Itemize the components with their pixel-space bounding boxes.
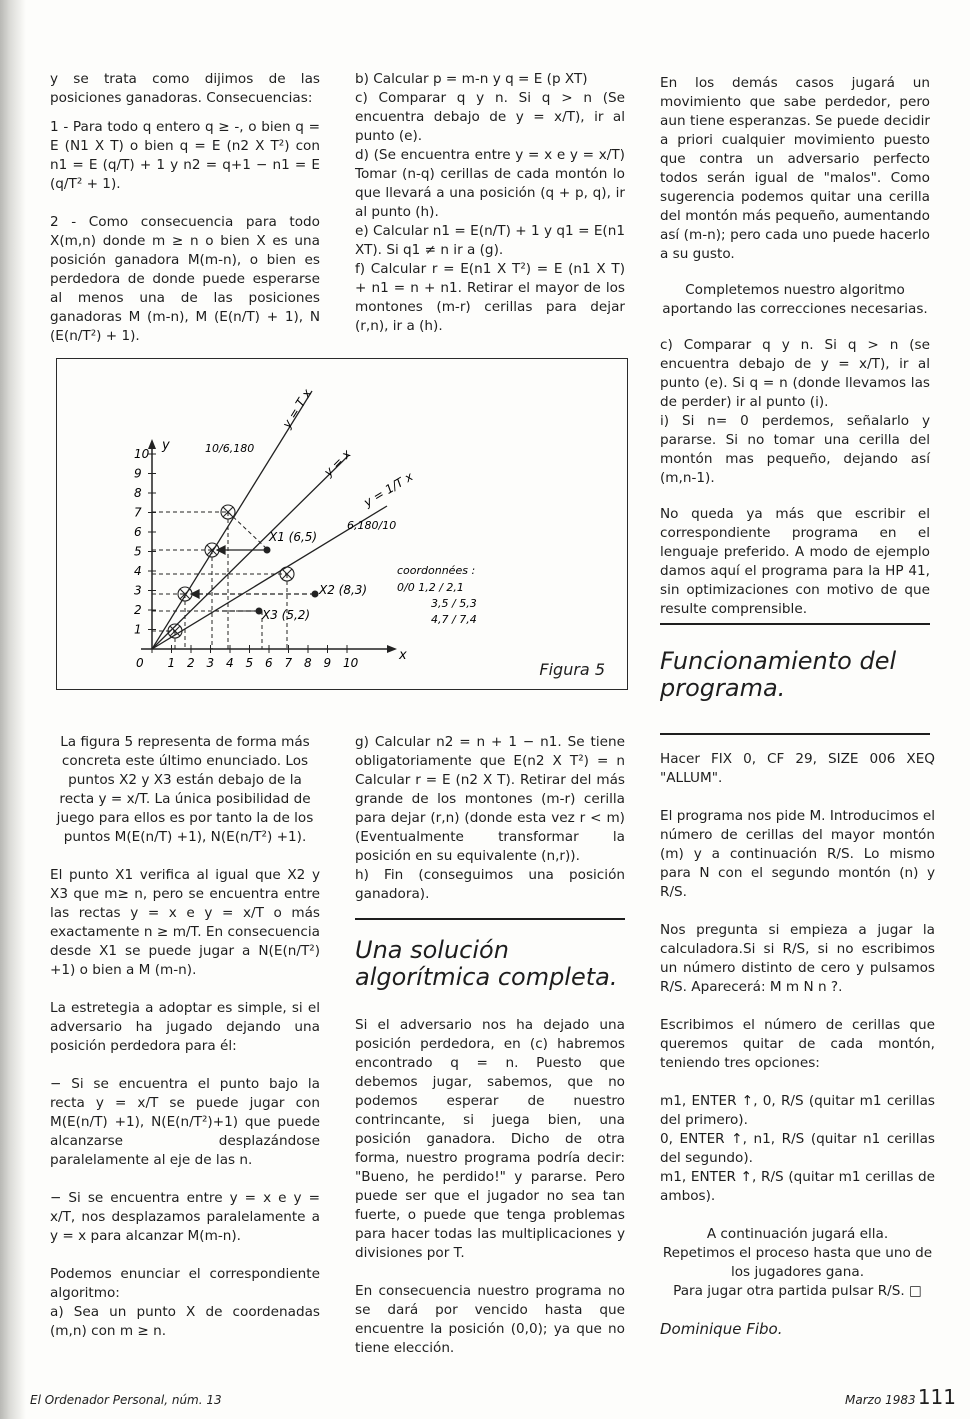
page-number: 111	[917, 1385, 956, 1409]
paragraph: y se trata como dijimos de las posiciones ganadoras. Consecuencias:	[50, 71, 320, 106]
x-tick-label: 6	[265, 656, 273, 670]
column-3-top	[660, 74, 930, 638]
coords-title: coordonnées :	[397, 564, 476, 577]
option-line: m1, ENTER ↑, 0, R/S (quitar m1 cerillas del primero).	[660, 1093, 935, 1128]
y-tick-label: 6	[134, 525, 142, 539]
paragraph: i) Si n= 0 perdemos, señalarlo y pararse. Si no tomar una cerilla del montón mas pequeño, dejando así (m,n-1).	[660, 413, 930, 486]
page-edge-shadow	[0, 0, 26, 1419]
paragraph: a) Sea un punto X de coordenadas (m,n) con m ≥ n.	[50, 1304, 320, 1339]
footer-date: Marzo 1983	[845, 1393, 916, 1407]
paragraph: e) Calcular n1 = E(n/T) + 1 y q1 = E(n1 XT). Si q1 ≠ n ir a (g).	[355, 223, 625, 258]
x-tick-label: 10	[343, 656, 359, 670]
x-tick-label: 7	[284, 656, 293, 670]
point-label: X1 (6,5)	[269, 530, 318, 544]
option-line: m1, ENTER ↑, R/S (quitar m1 cerillas de ambos).	[660, 1169, 935, 1204]
section-rule	[660, 733, 930, 735]
y-tick-label: 5	[134, 544, 142, 559]
paragraph: En los demás casos jugará un movimiento que sabe perdedor, pero aun tiene esperanzas. Se puede decidir a priori cualquier movimiento puesto que contra un adversario perfecto todos serán igual de "malos". Como sugerencia podemos quitar una cerilla del montón más pequeño, aumentando así (m-n); pero cada uno puede hacerlo a su gusto.	[660, 75, 930, 262]
paragraph: − Si se encuentra el punto bajo la recta y = x/T se puede jugar con M(E(n/T) +1), N(E(n/T²)+1) que puede alcanzarse desplazándose paralelamente al eje de las n.	[50, 1076, 320, 1168]
paragraph: 1 - Para todo q entero q ≥ -, o bien q = E (N1 X T) o bien q = E (n2 X T²) con n1 = E (q/T) + 1 y n2 = q+1 − n1 = E (q/T² + 1).	[50, 119, 320, 192]
line-y-x	[152, 455, 349, 649]
x-tick-label: 4	[226, 656, 234, 670]
x-tick-label: 5	[245, 656, 254, 670]
y-tick-label: 4	[134, 564, 142, 578]
paragraph: Completemos nuestro algoritmo aportando las correcciones necesarias.	[662, 282, 928, 317]
column-1-bottom	[50, 733, 320, 1341]
paragraph: Para jugar otra partida pulsar R/S. □	[673, 1283, 922, 1299]
paragraph: A continuación jugará ella.	[706, 1226, 889, 1242]
paragraph: − Si se encuentra entre y = x e y = x/T, nos desplazamos paralelamente a y = x para alcanzar M(m-n).	[50, 1190, 320, 1244]
section-heading: Funcionamiento del programa.	[660, 647, 897, 702]
column-1-top	[50, 70, 320, 365]
x-tick-label: 9	[323, 656, 332, 670]
figure-caption: Figura 5	[539, 660, 605, 679]
paragraph: f) Calcular r = E(n1 X T²) = E (n1 X T) + n1 = n + n1. Retirar el mayor de los montones (m-r) cerillas para dejar (r,n), ir a (h).	[355, 261, 625, 334]
section-rule	[660, 623, 930, 625]
y-tick-label: 10	[134, 447, 150, 461]
paragraph: En consecuencia nuestro programa no se dará por vencido hasta que encuentre la posición (0,0); ya que no tiene elección.	[355, 1283, 625, 1356]
x-tick-label: 1	[167, 656, 176, 670]
paragraph: Si el adversario nos ha dejado una posición perdedora, en (c) habremos encontrado q = n. Puesto que debemos jugar, sabemos, que no podemos esperar de nuestro contrincante, si juega bien, una posición ganadora. Dicho de otra forma, nuestro programa podría decir: "Bueno, he perdido!" y pararse. Pero puede ser que el jugador no sea tan fuerte, o puede que tenga problemas para hacer todas las multiplicaciones y divisiones por T.	[355, 1017, 625, 1261]
section-rule	[355, 918, 625, 920]
column-2-after-heading	[355, 1016, 625, 1377]
y-tick-label: 8	[134, 486, 142, 500]
figure-5	[56, 358, 628, 690]
paragraph: El punto X1 verifica al igual que X2 y X3 que m≥ n, pero se encuentra entre las rectas y = x e y = x/T o más exactamente n ≥ m/T. En consecuencia desde X1 se puede jugar a N(E(n/T²) +1) o bien a M (m-n).	[50, 867, 320, 978]
paragraph: c) Comparar q y n. Si q > n (se encuentra debajo de y = x/T), ir al punto (e). Si q = n (donde llevamos las de perder) ir al punto (i).	[660, 337, 930, 410]
section-heading: Una solución algorítmica completa.	[355, 936, 618, 991]
point-label: X2 (8,3)	[319, 583, 368, 597]
coords-row: 0/0 1,2 / 2,1	[397, 581, 464, 594]
paragraph: h) Fin (conseguimos una posición ganadora).	[355, 867, 625, 902]
paragraph: La figura 5 representa de forma más concreta este último enunciado. Los puntos X2 y X3 están debajo de la recta y = x/T. La única posibilidad de juego para ellos es por tanto la de los puntos M(E(n/T) +1), N(E(n/T²) +1).	[56, 734, 314, 845]
y-tick-label: 1	[134, 622, 142, 637]
x-tick-label: 8	[304, 656, 312, 670]
column-3-bottom	[660, 750, 935, 1339]
point-label: 10/6,180	[205, 442, 255, 455]
x-tick-label: 0	[136, 656, 144, 670]
paragraph: Nos pregunta si empieza a jugar la calculadora.Si si R/S, si no escribimos un número distinto de cero y pulsamos R/S. Aparecerá: M m N n ?.	[660, 922, 935, 995]
heading-solucion-wrap	[355, 937, 635, 991]
paragraph: Hacer FIX 0, CF 29, SIZE 006 XEQ "ALLUM".	[660, 751, 935, 786]
paragraph: Repetimos el proceso hasta que uno de los jugadores gana.	[662, 1245, 933, 1280]
line-label: y = T x	[279, 386, 315, 431]
point-x1	[264, 547, 271, 554]
line-label: y = 1/T x	[361, 469, 416, 510]
paragraph: La estretegia a adoptar es simple, si el adversario ha jugado dejando una posición perdedora para él:	[50, 1000, 320, 1054]
paragraph: Escribimos el número de cerillas que queremos quitar de cada montón, teniendo tres opciones:	[660, 1017, 935, 1071]
column-2-top	[355, 70, 625, 336]
figure-plot	[57, 359, 627, 689]
paragraph: g) Calcular n2 = n + 1 − n1. Se tiene obligatoriamente que E(n2 X T²) = n Calcular r = E (n2 X T). Retirar del más grande de los montones (m-r) cerilla para dejar (r,n) (donde esta vez r < m) (Eventualmente transformar la posición en su equivalente (n,r)).	[355, 734, 625, 864]
x-tick-label: 2	[187, 656, 195, 670]
point-x2	[312, 591, 319, 598]
paragraph: No queda ya más que escribir el correspondiente programa en el lenguaje preferido. A modo de ejemplo damos aquí el programa para la HP 41, sin optimizaciones con motivo de que resulte comprensible.	[660, 506, 930, 617]
y-axis-label: y	[162, 438, 170, 453]
paragraph: d) (Se encuentra entre y = x e y = x/T) Tomar (n-q) cerillas de cada montón lo que llevará a una posición (q + p, q), ir al punto (h).	[355, 147, 625, 220]
author-signature: Dominique Fibo.	[660, 1320, 783, 1338]
x-axis-label: x	[399, 648, 407, 663]
point-label: 6,180/10	[347, 519, 397, 532]
line-label: y = x	[321, 446, 354, 480]
column-2-bottom	[355, 733, 625, 904]
y-tick-label: 7	[134, 505, 142, 520]
x-axis-arrow	[387, 645, 397, 653]
point-label: X3 (5,2)	[262, 608, 311, 622]
x-tick-label: 3	[206, 656, 215, 670]
paragraph: b) Calcular p = m-n y q = E (p XT)	[355, 71, 588, 87]
y-tick-label: 3	[134, 583, 142, 598]
paragraph: Podemos enunciar el correspondiente algoritmo:	[50, 1266, 320, 1301]
coords-row: 3,5 / 5,3	[431, 597, 477, 610]
paragraph: 2 - Como consecuencia para todo X(m,n) donde m ≥ n o bien X es una posición ganadora M(m-n), o bien es perdedora de donde puede esperarse al menos una de las posiciones ganadoras M (m-n), M (E(n/T) + 1), N (E(n/T²) + 1).	[50, 214, 320, 344]
option-line: 0, ENTER ↑, n1, R/S (quitar n1 cerillas del segundo).	[660, 1131, 935, 1166]
coords-row: 4,7 / 7,4	[431, 613, 477, 626]
heading-funcionamiento-wrap	[660, 648, 940, 702]
y-tick-label: 2	[134, 603, 142, 617]
paragraph: El programa nos pide M. Introducimos el número de cerillas del mayor montón (m) y a continuación R/S. Lo mismo para N con el segundo montón (n) y R/S.	[660, 808, 935, 900]
y-tick-label: 9	[134, 466, 142, 481]
footer-publication: El Ordenador Personal, núm. 13	[30, 1393, 222, 1407]
paragraph: c) Comparar q y n. Si q > n (Se encuentra debajo de y = x/T), ir al punto (e).	[355, 90, 625, 144]
